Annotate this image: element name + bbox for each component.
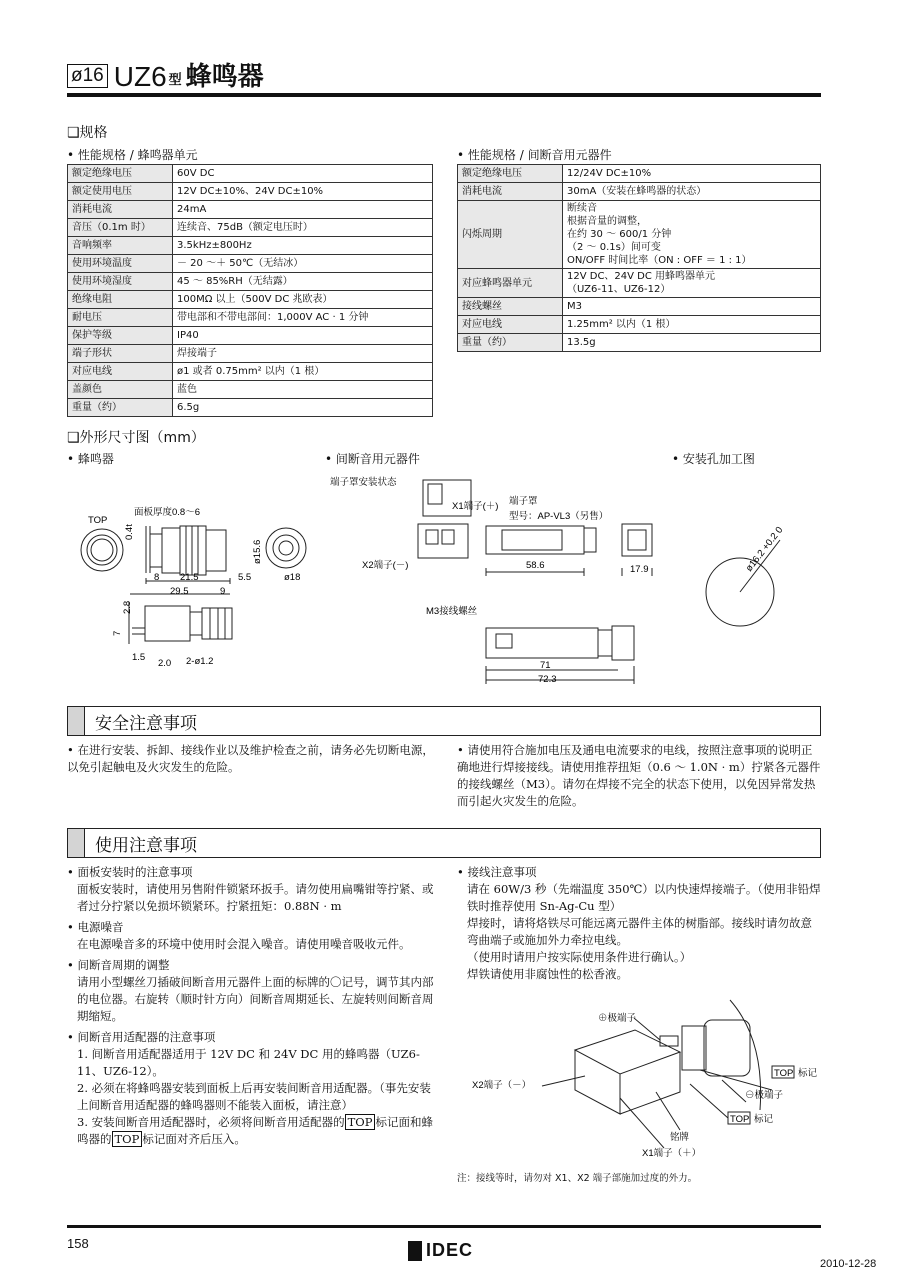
interrupter-dims-title: • 间断音用元器件 bbox=[325, 452, 420, 466]
dim-15: 1.5 bbox=[132, 652, 146, 663]
usage-body-1: 面板安装时，请使用另售附件锁紧环扳手。请勿使用扁嘴钳等拧紧、或者过分拧紧以免损坏锁紧环。拧紧扭矩：0.88N · m bbox=[77, 882, 434, 913]
spec-value: IP40 bbox=[173, 327, 433, 345]
spec-row bbox=[458, 298, 821, 316]
spec-value: 12V DC、24V DC 用蜂鸣器单元 （UZ6-11、UZ6-12） bbox=[563, 269, 821, 298]
spec-row bbox=[68, 165, 433, 183]
dims-section-title: ❑外形尺寸图（mm） bbox=[67, 430, 205, 446]
dim-04t: 0.4t bbox=[124, 524, 135, 540]
spec-key: 使用环境湿度 bbox=[68, 273, 173, 291]
spec-value: 60V DC bbox=[173, 165, 433, 183]
spec-value: M3 bbox=[563, 298, 821, 316]
dim-2o12: 2-ø1.2 bbox=[186, 656, 214, 667]
dim-586: 58.6 bbox=[526, 560, 545, 571]
usage-head-4: • 间断音用适配器的注意事项 bbox=[67, 1030, 216, 1044]
dim-162: ø16.2 +0.2 0 bbox=[743, 524, 786, 574]
spec-key: 盖颜色 bbox=[68, 381, 173, 399]
spec-value: 6.5g bbox=[173, 399, 433, 417]
spec-value: 连续音、75dB（额定电压时） bbox=[173, 219, 433, 237]
spec-value: 100MΩ 以上（500V DC 兆欧表） bbox=[173, 291, 433, 309]
spec-row bbox=[68, 291, 433, 309]
spec-row bbox=[68, 309, 433, 327]
spec-value: 12V DC±10%、24V DC±10% bbox=[173, 183, 433, 201]
spec-value: 45 ～ 85%RH（无结露） bbox=[173, 273, 433, 291]
adapter-note-3: 3. 安装间断音用适配器时，必须将间断音用适配器的 TOP 标记面和蜂鸣器的 TOP 标记面对齐后压入。 bbox=[77, 1115, 433, 1146]
spec-row bbox=[68, 381, 433, 399]
cover-label: 端子罩 bbox=[509, 496, 538, 507]
usage-left bbox=[67, 864, 437, 1148]
dim-9: 9 bbox=[220, 586, 226, 597]
spec-key: 绝缘电阻 bbox=[68, 291, 173, 309]
dim-top: TOP bbox=[88, 515, 108, 526]
spec-value: 13.5g bbox=[563, 334, 821, 352]
x2-label: X2端子(－) bbox=[362, 560, 409, 571]
adapter-note-2: 2. 必须在将蜂鸣器安装到面板上后再安装间断音用适配器。（事先安装上间断音用适配器的蜂鸣器则不能装入面板，请注意） bbox=[77, 1081, 431, 1112]
fig-plus: ⊕极端子 bbox=[598, 1013, 637, 1024]
spec-row bbox=[68, 237, 433, 255]
spec-value: 1.25mm² 以内（1 根） bbox=[563, 316, 821, 334]
dim-7: 7 bbox=[112, 630, 123, 636]
dim-8: 8 bbox=[154, 572, 160, 583]
spec-key: 重量（约） bbox=[458, 334, 563, 352]
usage-title: 使用注意事项 bbox=[95, 835, 197, 856]
dim-215: 21.5 bbox=[180, 572, 199, 583]
x1-label: X1端子(＋) bbox=[452, 501, 499, 512]
cover-model-label: 型号：AP-VL3（另售） bbox=[509, 511, 609, 522]
dim-71: 71 bbox=[540, 660, 551, 671]
spec-row bbox=[68, 363, 433, 381]
dim-723: 72.3 bbox=[538, 674, 557, 685]
spec-value: 3.5kHz±800Hz bbox=[173, 237, 433, 255]
spec-value: 30mA（安装在蜂鸣器的状态） bbox=[563, 183, 821, 201]
wiring-head: • 接线注意事项 bbox=[457, 865, 537, 879]
fig-plate: 铭牌 bbox=[670, 1132, 690, 1143]
spec-key: 使用环境温度 bbox=[68, 255, 173, 273]
spec-row bbox=[68, 327, 433, 345]
dim-20: 2.0 bbox=[158, 658, 172, 669]
fig-note: 注：接线等时，请勿对 X1、X2 端子部施加过度的外力。 bbox=[457, 1173, 698, 1184]
fig-top-mark-1: 标记 bbox=[798, 1068, 818, 1079]
spec-row bbox=[68, 201, 433, 219]
spec-value: 蓝色 bbox=[173, 381, 433, 399]
spec-row bbox=[68, 345, 433, 363]
spec-key: 端子形状 bbox=[68, 345, 173, 363]
wiring-figure bbox=[460, 990, 822, 1165]
spec-key: 音压（0.1m 时） bbox=[68, 219, 173, 237]
fig-minus: ⊖极端子 bbox=[745, 1090, 784, 1101]
safety-right: • 请使用符合施加电压及通电电流要求的电线，按照注意事项的说明正确地进行焊接接线。请使用推荐扭矩（0.6 ～ 1.0N · m）拧紧各元器件的接线螺丝（M3）。请勿在焊接不完全的状态下使用，以免因异常发热而引起火灾发生的危险。 bbox=[457, 743, 821, 808]
dim-55: 5.5 bbox=[238, 572, 252, 583]
fig-x1: X1端子（＋） bbox=[642, 1148, 702, 1159]
usage-right bbox=[457, 864, 823, 983]
mount-hole-drawing bbox=[700, 520, 810, 640]
spec-row bbox=[68, 255, 433, 273]
spec-row bbox=[458, 183, 821, 201]
interrupter-spec-table bbox=[457, 164, 821, 352]
mount-hole-title: • 安装孔加工图 bbox=[672, 452, 755, 466]
dim-28: 2.8 bbox=[122, 600, 133, 614]
page-number: 158 bbox=[67, 1236, 89, 1251]
product-name: 蜂鸣器 bbox=[185, 62, 264, 92]
usage-bar bbox=[67, 828, 821, 858]
safety-bar bbox=[67, 706, 821, 736]
interrupter-drawing bbox=[328, 468, 658, 688]
spec-key: 对应蜂鸣器单元 bbox=[458, 269, 563, 298]
spec-value: 带电部和不带电部间：1,000V AC · 1 分钟 bbox=[173, 309, 433, 327]
spec-key: 保护等级 bbox=[68, 327, 173, 345]
spec-value: 24mA bbox=[173, 201, 433, 219]
dim-18: ø18 bbox=[284, 572, 301, 583]
safety-title: 安全注意事项 bbox=[95, 713, 197, 734]
fig-top-1: TOP bbox=[774, 1068, 794, 1079]
fig-top-2: TOP bbox=[730, 1114, 750, 1125]
fig-top-mark-2: 标记 bbox=[754, 1114, 774, 1125]
footer-rule bbox=[67, 1225, 821, 1228]
model-name: UZ6 bbox=[113, 61, 167, 92]
dim-179: 17.9 bbox=[630, 564, 649, 575]
buzzer-spec-table bbox=[67, 164, 433, 417]
usage-head-3: • 间断音周期的调整 bbox=[67, 958, 170, 972]
brand-logo: IDEC bbox=[408, 1240, 473, 1261]
dim-295: 29.5 bbox=[170, 586, 189, 597]
spec-row bbox=[458, 316, 821, 334]
diameter-badge: ø16 bbox=[67, 64, 108, 88]
spec-row bbox=[68, 273, 433, 291]
wiring-body: 请在 60W/3 秒（先端温度 350℃）以内快速焊接端子。（使用非铅焊铁时推荐使用 Sn-Ag-Cu 型） 焊接时，请将烙铁尽可能远离元器件主体的树脂部。接线时请勿故意弯曲端子或施加外力牵拉电线。 （使用时请用户按实际使用条件进行确认。） 焊铁请使用非腐蚀性的松香液。 bbox=[467, 882, 821, 981]
spec-row bbox=[458, 334, 821, 352]
spec-value: 12/24V DC±10% bbox=[563, 165, 821, 183]
spec-key: 额定使用电压 bbox=[68, 183, 173, 201]
usage-head-1: • 面板安装时的注意事项 bbox=[67, 865, 193, 879]
cover-state-label: 端子罩安装状态 bbox=[330, 477, 397, 488]
spec-row bbox=[458, 269, 821, 298]
spec-value: 断续音 根据音量的调整， 在约 30 ～ 600/1 分钟 （2 ～ 0.1s）间可变 ON/OFF 时间比率（ON : OFF ＝ 1 : 1） bbox=[563, 201, 821, 269]
print-date: 2010-12-28 bbox=[820, 1258, 877, 1270]
spec-key: 重量（约） bbox=[68, 399, 173, 417]
usage-head-2: • 电源噪音 bbox=[67, 920, 124, 934]
spec-key: 额定绝缘电压 bbox=[458, 165, 563, 183]
page-header bbox=[67, 58, 264, 92]
spec-row bbox=[68, 183, 433, 201]
spec-key: 接线螺丝 bbox=[458, 298, 563, 316]
spec-row bbox=[458, 201, 821, 269]
spec-key: 闪烁周期 bbox=[458, 201, 563, 269]
fig-x2: X2端子（－） bbox=[472, 1080, 532, 1091]
m3-label: M3接线螺丝 bbox=[426, 606, 478, 617]
safety-left: • 在进行安装、拆卸、接线作业以及维护检查之前，请务必先切断电源，以免引起触电及火灾发生的危险。 bbox=[67, 743, 434, 774]
spec-value: － 20 ～＋ 50℃（无结冰） bbox=[173, 255, 433, 273]
type-suffix: 型 bbox=[168, 73, 182, 88]
spec-row bbox=[68, 399, 433, 417]
usage-body-3: 请用小型螺丝刀插破间断音用元器件上面的标牌的〇记号，调节其内部的电位器。右旋转（顺时针方向）间断音周期延长、左旋转则间断音周期缩短。 bbox=[77, 975, 434, 1023]
spec-value: ø1 或者 0.75mm² 以内（1 根） bbox=[173, 363, 433, 381]
spec-key: 消耗电流 bbox=[68, 201, 173, 219]
spec-key: 对应电线 bbox=[458, 316, 563, 334]
left-spec-title: • 性能规格 / 蜂鸣器单元 bbox=[67, 148, 198, 162]
buzzer-drawing bbox=[70, 468, 320, 673]
spec-key: 额定绝缘电压 bbox=[68, 165, 173, 183]
spec-row bbox=[458, 165, 821, 183]
spec-section-title: ❑规格 bbox=[67, 125, 108, 141]
header-rule bbox=[67, 93, 821, 97]
right-spec-title: • 性能规格 / 间断音用元器件 bbox=[457, 148, 612, 162]
adapter-note-1: 1. 间断音用适配器适用于 12V DC 和 24V DC 用的蜂鸣器（UZ6-11、UZ6-12）。 bbox=[77, 1047, 420, 1078]
spec-key: 耐电压 bbox=[68, 309, 173, 327]
spec-value: 焊接端子 bbox=[173, 345, 433, 363]
dim-156: ø15.6 bbox=[252, 539, 263, 564]
spec-row bbox=[68, 219, 433, 237]
dim-panel: 面板厚度0.8～6 bbox=[134, 507, 200, 518]
spec-key: 消耗电流 bbox=[458, 183, 563, 201]
spec-key: 音响频率 bbox=[68, 237, 173, 255]
spec-key: 对应电线 bbox=[68, 363, 173, 381]
buzzer-dims-title: • 蜂鸣器 bbox=[67, 452, 114, 466]
usage-body-2: 在电源噪音多的环境中使用时会混入噪音。请使用噪音吸收元件。 bbox=[77, 937, 411, 951]
